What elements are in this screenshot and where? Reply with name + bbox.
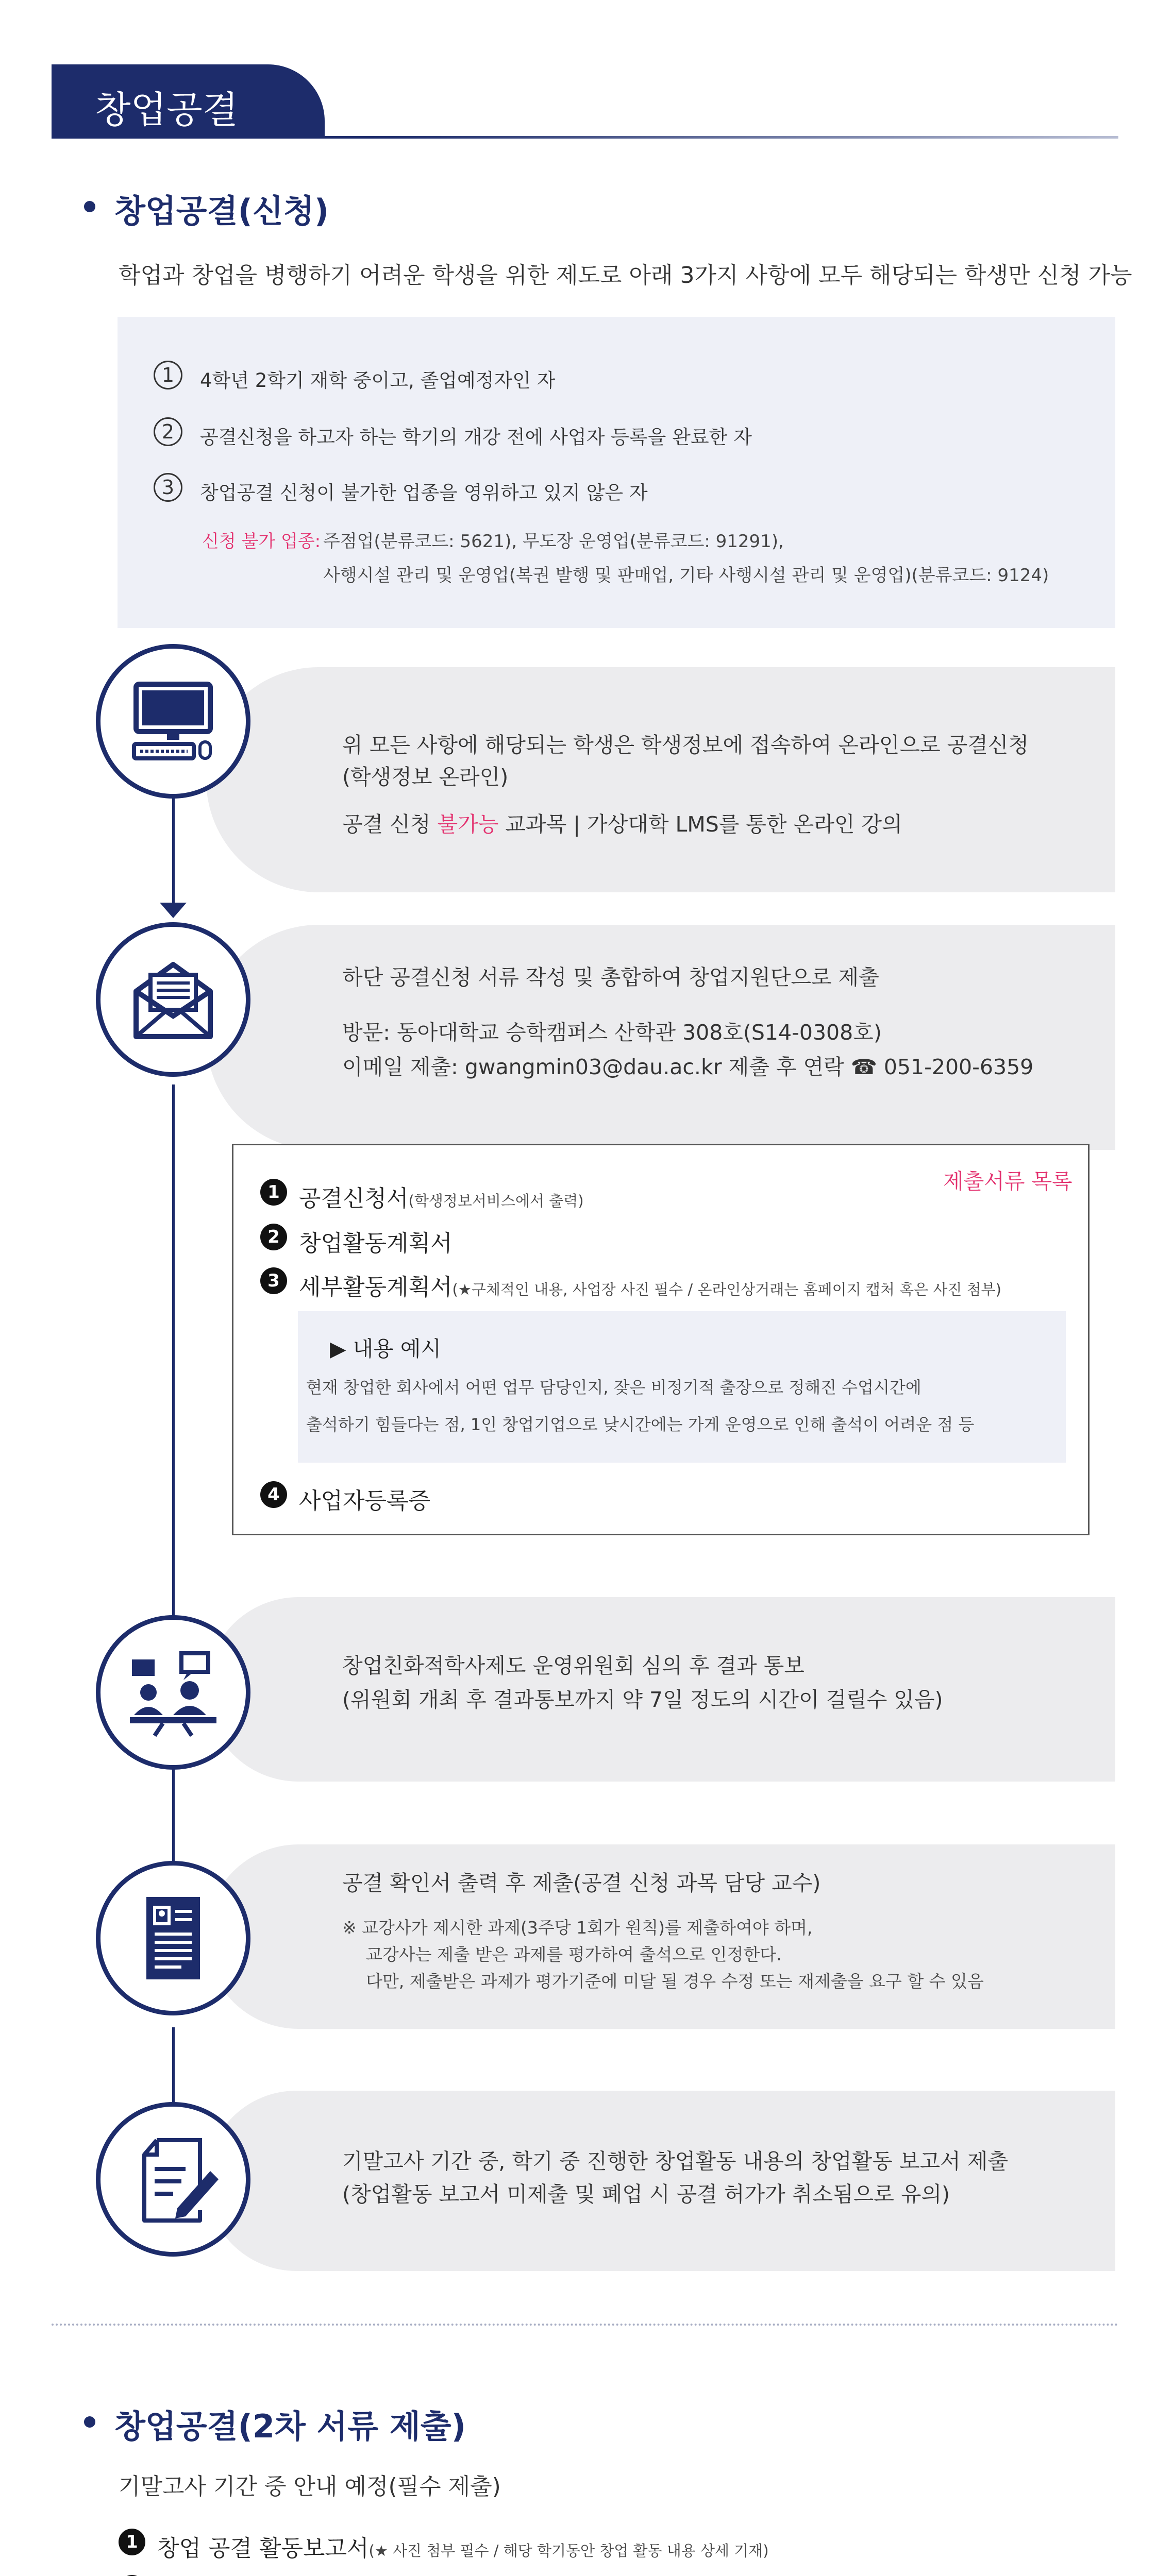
step1-line3-highlight: 불가능 [437, 812, 499, 837]
example-line2: 출석하기 힘들다는 점, 1인 창업기업으로 낮시간에는 가게 운영으로 인해 출석이 어려운 점 등 [306, 1415, 975, 1434]
meeting-icon [122, 1641, 225, 1744]
computer-icon [122, 670, 225, 773]
doc-note: (★구체적인 내용, 사업장 사진 필수 / 온라인상거래는 홈페이지 캡처 혹은 사진 첨부) [452, 1281, 1001, 1298]
step1-line1: 위 모든 사항에 해당되는 학생은 학생정보에 접속하여 온라인으로 공결신청 [342, 733, 1029, 757]
condition-number: 2 [154, 417, 182, 446]
step4-note2: 교강사는 제출 받은 과제를 평가하여 출석으로 인정한다. [366, 1944, 782, 1964]
step4-line1: 공결 확인서 출력 후 제출(공결 신청 과목 담당 교수) [342, 1871, 821, 1895]
step3-line1: 창업친화적학사제도 운영위원회 심의 후 결과 통보 [342, 1653, 805, 1678]
doc-item [299, 1180, 584, 1213]
doc-number: 2 [260, 1224, 287, 1250]
step1-line2: (학생정보 온라인) [342, 765, 509, 789]
step2-line2: 방문: 동아대학교 승학캠퍼스 산학관 308호(S14-0308호) [342, 1020, 882, 1045]
doc-item [299, 1225, 453, 1258]
condition-text: 공결신청을 하고자 하는 학기의 개강 전에 사업자 등록을 완료한 자 [200, 426, 752, 448]
doc-item [299, 1268, 1001, 1301]
restricted-list-line2: 사행시설 관리 및 운영업(복권 발행 및 판매업, 기타 사행시설 관리 및 운영업)(분류코드: 9124) [323, 565, 1049, 586]
report-write-icon [122, 2128, 225, 2231]
step4-icon-circle [96, 1861, 250, 2015]
step1-line3-pre: 공결 신청 [342, 812, 438, 837]
condition-number: 3 [154, 473, 182, 502]
step-band [206, 2091, 1115, 2271]
section-divider [52, 2324, 1118, 2326]
page-title: 창업공결 [95, 88, 239, 131]
envelope-icon [122, 948, 225, 1051]
doc-label: 사업자등록증 [299, 1488, 431, 1514]
condition-text: 창업공결 신청이 불가한 업종을 영위하고 있지 않은 자 [200, 482, 648, 504]
step1-icon-circle [96, 644, 250, 799]
list-note: (★ 사진 첨부 필수 / 해당 학기동안 창업 활동 내용 상세 기재) [368, 2542, 769, 2560]
doc-item [299, 1482, 430, 1515]
restricted-list-line1: 주점업(분류코드: 5621), 무도장 운영업(분류코드: 91291), [323, 531, 784, 552]
section1-description: 학업과 창업을 병행하기 어려운 학생을 위한 제도로 아래 3가지 사항에 모두 해당되는 학생만 신청 가능 [119, 262, 1132, 289]
example-line1: 현재 창업한 회사에서 어떤 업무 담당인지, 잦은 비정기적 출장으로 정해진 수업시간에 [306, 1378, 921, 1397]
condition-number: 1 [154, 361, 182, 389]
step3-line2: (위원회 개최 후 결과통보까지 약 7일 정도의 시간이 걸릴수 있음) [342, 1687, 943, 1712]
section-bullet [84, 201, 95, 212]
step4-note1: ※ 교강사가 제시한 과제(3주당 1회가 원칙)를 제출하여야 하며, [342, 1918, 813, 1938]
step3-icon-circle [96, 1615, 250, 1770]
doc-note: (학생정보서비스에서 출력) [408, 1192, 584, 1210]
list-item [157, 2530, 769, 2563]
step4-note3: 다만, 제출받은 과제가 평가기준에 미달 될 경우 수정 또는 재제출을 요구 할 수 있음 [366, 1971, 984, 1991]
step5-line1: 기말고사 기간 중, 학기 중 진행한 창업활동 내용의 창업활동 보고서 제출 [342, 2149, 1008, 2174]
list-number: 1 [119, 2529, 145, 2555]
step5-icon-circle [96, 2102, 250, 2257]
restricted-label: 신청 불가 업종: [202, 531, 321, 552]
section2-heading: 창업공결(2차 서류 제출) [114, 2408, 466, 2445]
flow-arrow [160, 903, 187, 918]
documents-title: 제출서류 목록 [943, 1169, 1073, 1194]
flow-connector [172, 796, 175, 907]
list-label: 창업 공결 활동보고서 [157, 2535, 369, 2562]
doc-number: 1 [260, 1179, 287, 1206]
header-divider [52, 136, 1118, 139]
doc-number: 4 [260, 1481, 287, 1508]
section-bullet [84, 2416, 95, 2428]
condition-text: 4학년 2학기 재학 중이고, 졸업예정자인 자 [200, 369, 556, 392]
doc-label: 세부활동계획서 [299, 1274, 453, 1300]
doc-label: 공결신청서 [299, 1185, 409, 1212]
step2-line1: 하단 공결신청 서류 작성 및 총합하여 창업지원단으로 제출 [342, 965, 879, 990]
section2-description: 기말고사 기간 중 안내 예정(필수 제출) [119, 2473, 501, 2500]
page-title-tab [52, 64, 325, 139]
step1-line3-post: 교과목 | 가상대학 LMS를 통한 온라인 강의 [498, 812, 902, 837]
step1-line3 [342, 814, 902, 835]
section1-heading: 창업공결(신청) [114, 192, 329, 230]
doc-label: 창업활동계획서 [299, 1230, 453, 1257]
doc-number: 3 [260, 1267, 287, 1294]
step5-line2: (창업활동 보고서 미제출 및 폐업 시 공결 허가가 취소됨으로 유의) [342, 2182, 950, 2207]
document-icon [122, 1887, 225, 1990]
step2-icon-circle [96, 922, 250, 1077]
example-title: ▶ 내용 예시 [330, 1336, 442, 1361]
flow-connector [172, 1084, 175, 1631]
step2-line3: 이메일 제출: gwangmin03@dau.ac.kr 제출 후 연락 ☎ 051-200-6359 [342, 1055, 1034, 1079]
